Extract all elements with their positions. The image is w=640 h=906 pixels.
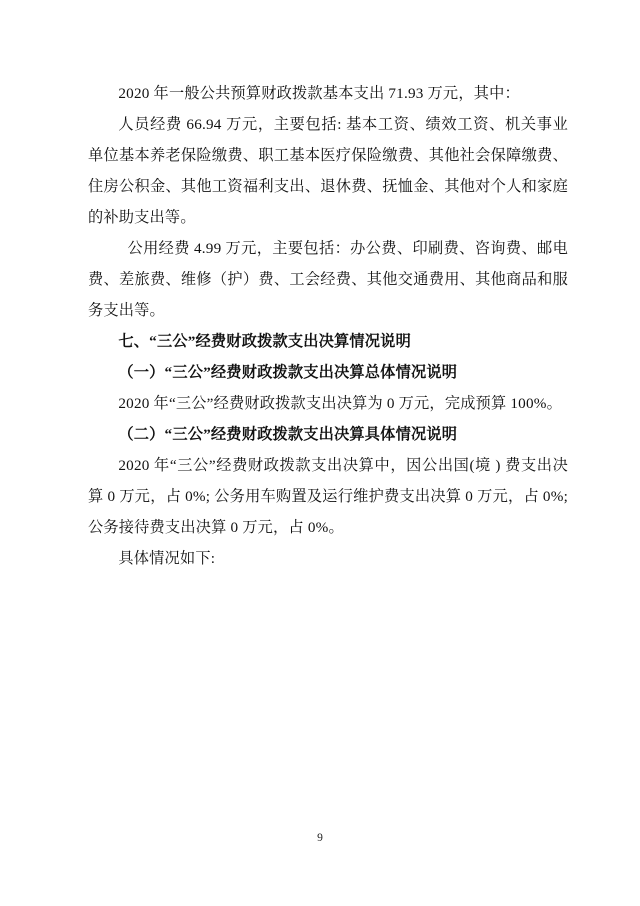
page-number: 9	[317, 832, 323, 844]
section-heading-seven: 七、“三公”经费财政拨款支出决算情况说明	[118, 333, 411, 350]
paragraph-details-follow: 具体情况如下:	[118, 550, 216, 567]
paragraph-three-public-total: 2020 年“三公”经费财政拨款支出决算为 0 万元，完成预算 100%。	[118, 395, 562, 412]
paragraph-basic-expenditure: 2020 年一般公共预算财政拨款基本支出 71.93 万元，其中：	[118, 85, 520, 102]
subsection-heading-one: （一）“三公”经费财政拨款支出决算总体情况说明	[118, 364, 458, 381]
subsection-heading-two: （二）“三公”经费财政拨款支出决算具体情况说明	[118, 426, 458, 443]
paragraph-personnel-expenses: 人员经费 66.94 万元，主要包括: 基本工资、绩效工资、机关事业单位基本养老保险缴费、职工基本医疗保险缴费、其他社会保障缴费、住房公积金、其他工资福利支出、退休费、抚恤金、其他对个人和家庭的补助支出等。	[88, 116, 568, 226]
paragraph-three-public-detail: 2020 年“三公”经费财政拨款支出决算中，因公出国(境 ) 费支出决算 0 万元，占 0%; 公务用车购置及运行维护费支出决算 0 万元，占 0%; 公务接待费支出决算 0 万元，占 0%。	[88, 457, 568, 536]
document-body	[88, 78, 568, 574]
paragraph-public-expenses: 公用经费 4.99 万元，主要包括：办公费、印刷费、咨询费、邮电费、差旅费、维修（护）费、工会经费、其他交通费用、其他商品和服务支出等。	[88, 240, 568, 319]
